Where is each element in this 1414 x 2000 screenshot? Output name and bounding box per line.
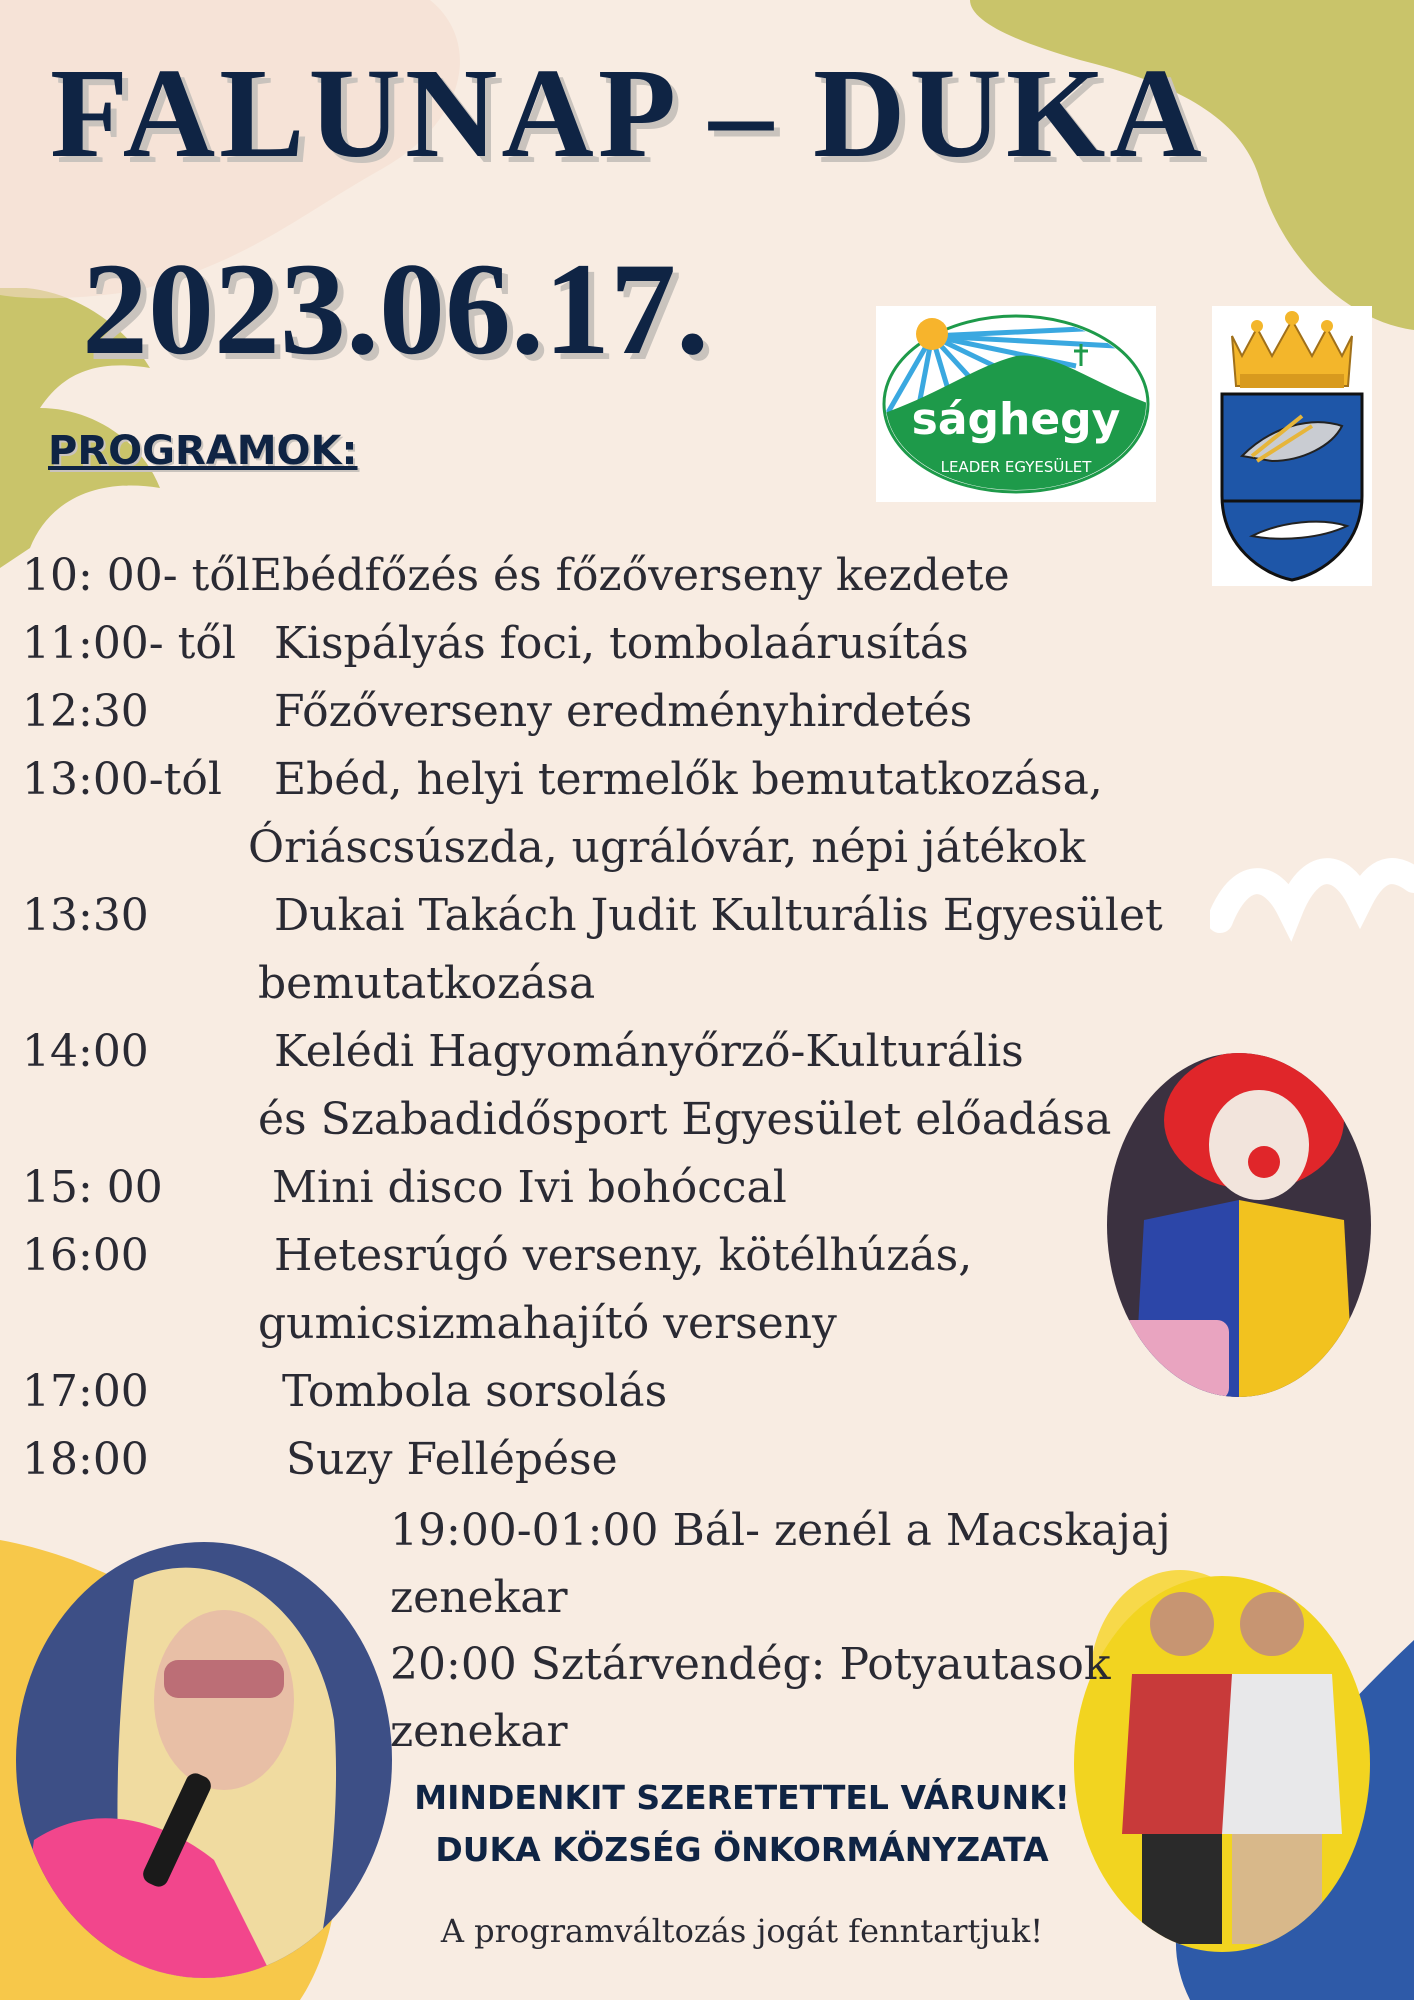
- schedule-text: Főzőverseny eredményhirdetés: [274, 686, 973, 737]
- disclaimer-note: A programváltozás jogát fenntartjuk!: [440, 1912, 1044, 1950]
- schedule-text: Mini disco Ivi bohóccal: [272, 1162, 787, 1213]
- schedule-row: [22, 754, 1103, 805]
- schedule-text: Ebéd, helyi termelők bemutatkozása,: [274, 754, 1103, 805]
- schedule-time: 15: 00: [22, 1162, 163, 1213]
- band-photo: [1072, 1574, 1372, 1954]
- white-squiggle: [1210, 840, 1414, 950]
- evening-line: zenekar: [390, 1572, 568, 1623]
- schedule-row: [22, 1434, 618, 1485]
- schedule-text-continued: gumicsizmahajító verseny: [258, 1298, 837, 1349]
- schedule-time: 17:00: [22, 1366, 149, 1417]
- clown-photo: [1104, 1050, 1374, 1400]
- welcome-text: MINDENKIT SZERETETTEL VÁRUNK!: [414, 1778, 1070, 1817]
- schedule-row: [22, 686, 972, 737]
- event-date: 2023.06.17.: [82, 235, 709, 382]
- schedule-row: [22, 550, 1010, 601]
- poster-title: FALUNAP – DUKA: [50, 42, 1206, 184]
- saghegy-leader-logo: [876, 306, 1156, 502]
- schedule-row: [22, 1230, 972, 1281]
- evening-line: zenekar: [390, 1706, 568, 1757]
- schedule-row: [22, 618, 969, 669]
- evening-line: 20:00 Sztárvendég: Potyautasok: [390, 1639, 1111, 1690]
- duka-coat-of-arms: [1212, 306, 1372, 586]
- schedule-time: 13:30: [22, 890, 149, 941]
- schedule-time: 16:00: [22, 1230, 149, 1281]
- schedule-text-continued: és Szabadidősport Egyesület előadása: [258, 1094, 1112, 1145]
- schedule-time: 11:00- től: [22, 618, 236, 669]
- schedule-text: Tombola sorsolás: [282, 1366, 668, 1417]
- schedule-text: Hetesrúgó verseny, kötélhúzás,: [274, 1230, 973, 1281]
- schedule-time: 10: 00- től: [22, 550, 250, 601]
- saghegy-logo-name: sághegy: [911, 394, 1121, 445]
- schedule-row: [22, 890, 1163, 941]
- schedule-text: Suzy Fellépése: [286, 1434, 618, 1485]
- schedule-text: Ebédfőzés és főzőverseny kezdete: [250, 550, 1010, 601]
- schedule-time: 13:00-tól: [22, 754, 222, 805]
- schedule-text-continued: Óriáscsúszda, ugrálóvár, népi játékok: [248, 822, 1086, 873]
- programs-heading: PROGRAMOK:: [48, 428, 358, 474]
- schedule-time: 18:00: [22, 1434, 149, 1485]
- singer-photo: [14, 1540, 394, 1980]
- schedule-text-continued: bemutatkozása: [258, 958, 596, 1009]
- schedule-text: Kelédi Hagyományőrző-Kulturális: [274, 1026, 1024, 1077]
- saghegy-logo-graphic: [876, 306, 1156, 502]
- schedule-time: 14:00: [22, 1026, 149, 1077]
- schedule-text: Kispályás foci, tombolaárusítás: [274, 618, 969, 669]
- schedule-row: [22, 1162, 787, 1213]
- schedule-time: 12:30: [22, 686, 149, 737]
- coat-of-arms-graphic: [1212, 306, 1372, 586]
- schedule-row: [22, 1026, 1024, 1077]
- evening-line: 19:00-01:00 Bál- zenél a Macskajaj: [390, 1505, 1171, 1556]
- schedule-text: Dukai Takách Judit Kulturális Egyesület: [274, 890, 1163, 941]
- organizer-text: DUKA KÖZSÉG ÖNKORMÁNYZATA: [435, 1830, 1049, 1869]
- saghegy-logo-subtitle: LEADER EGYESÜLET: [940, 458, 1092, 476]
- schedule-row: [22, 1366, 667, 1417]
